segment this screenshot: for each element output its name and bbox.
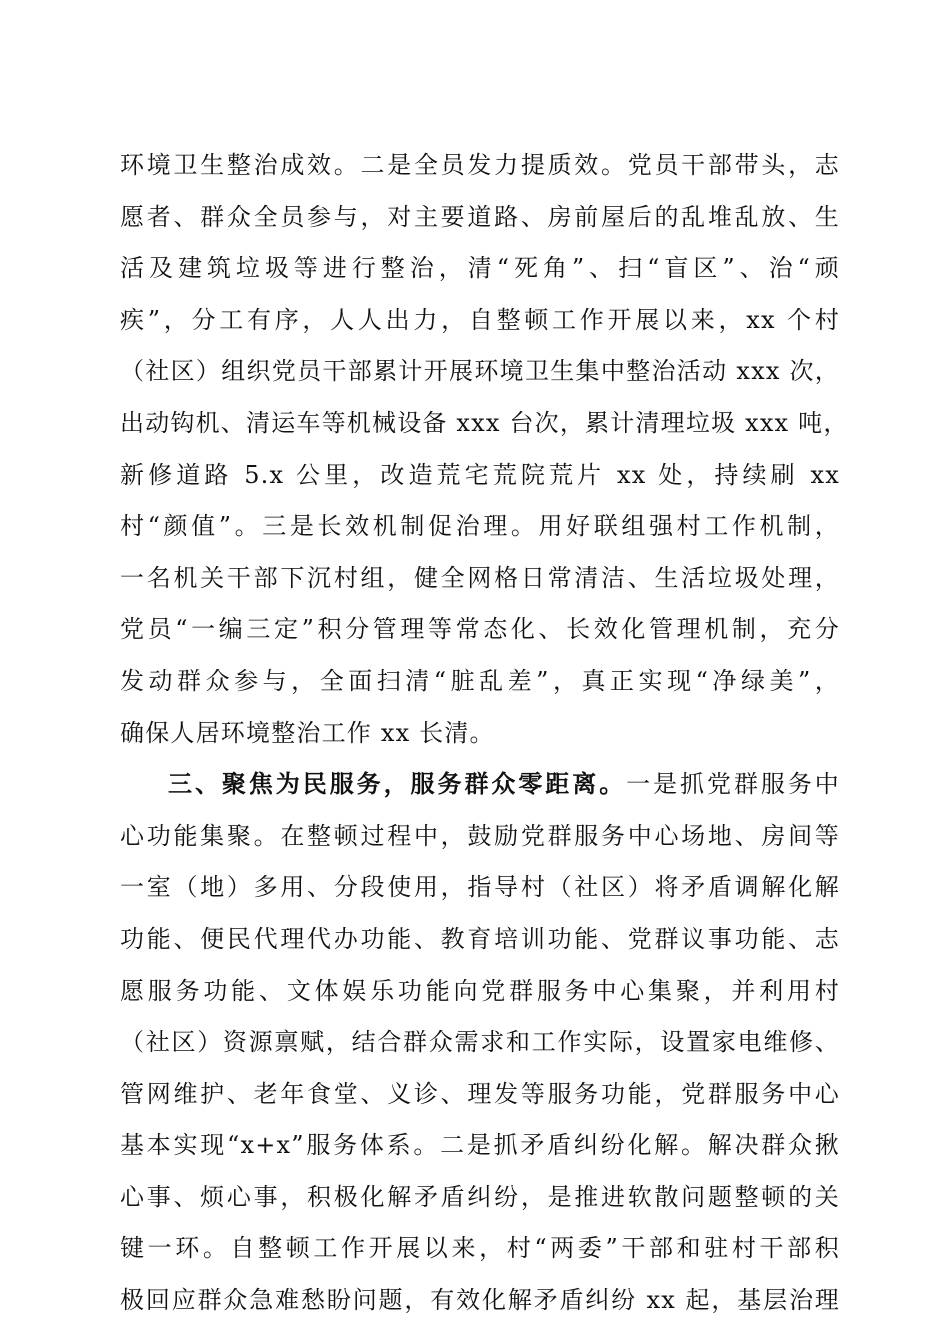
paragraph-line: 极回应群众急难愁盼问题，有效化解矛盾纠纷 xx 起，基层治理: [120, 1286, 840, 1315]
section-heading-line: [120, 759, 840, 811]
section-heading-rest: 一是抓党群服务中: [626, 770, 840, 799]
paragraph-line: 基本实现“x+x”服务体系。二是抓矛盾纠纷化解。解决群众揪: [120, 1131, 840, 1160]
paragraph-line: （社区）组织党员干部累计开展环境卫生集中整治活动 xxx 次，: [120, 357, 840, 386]
paragraph-line: 键一环。自整顿工作开展以来，村“两委”干部和驻村干部积: [120, 1234, 840, 1263]
document-body: [120, 140, 849, 1327]
paragraph-line: 党员“一编三定”积分管理等常态化、长效化管理机制，充分: [120, 615, 840, 644]
paragraph-line: 疾”，分工有序，人人出力，自整顿工作开展以来，xx 个村: [120, 305, 840, 334]
paragraph-line: 管网维护、老年食堂、义诊、理发等服务功能，党群服务中心: [120, 1079, 840, 1108]
paragraph-line: 心事、烦心事，积极化解矛盾纠纷，是推进软散问题整顿的关: [120, 1182, 840, 1211]
paragraph-line: 一名机关干部下沉村组，健全网格日常清洁、生活垃圾处理，: [120, 563, 840, 592]
paragraph-line: 村“颜值”。三是长效机制促治理。用好联组强村工作机制，: [120, 512, 840, 541]
paragraph-line: 发动群众参与，全面扫清“脏乱差”，真正实现“净绿美”，: [120, 666, 840, 695]
paragraph-line: 心功能集聚。在整顿过程中，鼓励党群服务中心场地、房间等: [120, 821, 840, 850]
paragraph-line: 出动钩机、清运车等机械设备 xxx 台次，累计清理垃圾 xxx 吨，: [120, 408, 849, 437]
paragraph-line: 确保人居环境整治工作 xx 长清。: [120, 718, 495, 747]
paragraph-line: 一室（地）多用、分段使用，指导村（社区）将矛盾调解化解: [120, 873, 840, 902]
paragraph-line: 愿者、群众全员参与，对主要道路、房前屋后的乱堆乱放、生: [120, 202, 840, 231]
paragraph-line: 活及建筑垃圾等进行整治，清“死角”、扫“盲区”、治“顽: [120, 254, 840, 283]
paragraph-line: 愿服务功能、文体娱乐功能向党群服务中心集聚，并利用村: [120, 976, 840, 1005]
section-heading: 三、聚焦为民服务，服务群众零距离。: [168, 770, 627, 799]
paragraph-line: 环境卫生整治成效。二是全员发力提质效。党员干部带头，志: [120, 151, 840, 179]
paragraph-line: 功能、便民代理代办功能、教育培训功能、党群议事功能、志: [120, 924, 840, 953]
paragraph-line: 新修道路 5.x 公里，改造荒宅荒院荒片 xx 处，持续刷 xx: [120, 460, 840, 489]
paragraph-line: （社区）资源禀赋，结合群众需求和工作实际，设置家电维修、: [120, 1028, 840, 1057]
